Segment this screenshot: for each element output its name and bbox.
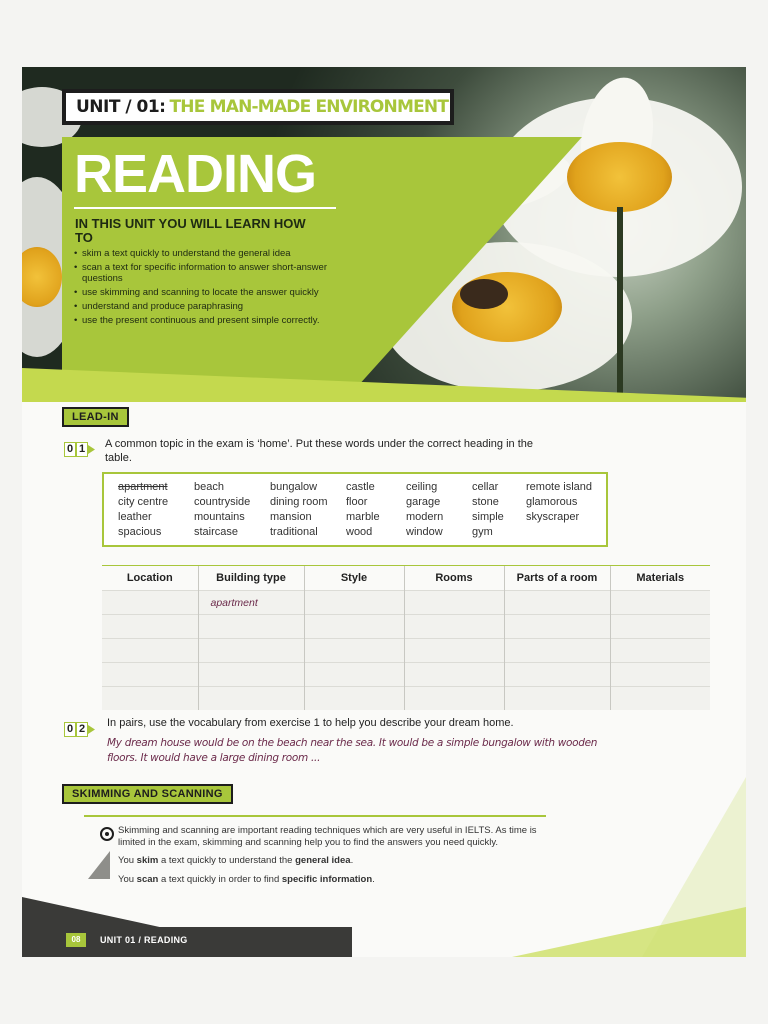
table-row [102, 663, 710, 687]
textbook-page [22, 67, 746, 957]
table-cell[interactable] [504, 639, 610, 663]
tip-text [118, 825, 538, 892]
table-cell[interactable] [102, 639, 198, 663]
table-cell[interactable] [610, 639, 710, 663]
learn-item: • use the present continuous and present simple correctly. [74, 316, 334, 327]
word: traditional [270, 526, 318, 538]
arrow-icon [88, 722, 95, 737]
column-header: Materials [610, 566, 710, 591]
word: castle [346, 481, 375, 493]
learn-item: • use skimming and scanning to locate the answer quickly [74, 288, 334, 299]
table-cell[interactable] [404, 591, 504, 615]
word: city centre [118, 496, 169, 508]
column-header: Location [102, 566, 198, 591]
column-header: Style [304, 566, 404, 591]
lead-in-label: LEAD-IN [62, 407, 129, 427]
scan-definition: You scan a text quickly in order to find specific information. [118, 873, 375, 885]
word: ceiling [406, 481, 438, 493]
table-cell[interactable] [610, 591, 710, 615]
word: staircase [194, 526, 239, 538]
table-cell[interactable]: apartment [198, 591, 304, 615]
table-cell[interactable] [102, 687, 198, 711]
title-rule [74, 207, 336, 209]
page-footer [22, 897, 746, 957]
tip-box [84, 815, 546, 899]
table-cell[interactable] [198, 615, 304, 639]
word: spacious [118, 526, 162, 538]
unit-title-box [62, 89, 454, 125]
table-cell[interactable] [102, 615, 198, 639]
column-header: Parts of a room [504, 566, 610, 591]
table-cell[interactable] [610, 663, 710, 687]
word: dining room [270, 496, 328, 508]
word: modern [406, 511, 444, 523]
table-cell[interactable] [304, 687, 404, 711]
word: beach [194, 481, 224, 493]
word: marble [346, 511, 380, 523]
table-cell[interactable] [610, 615, 710, 639]
hero-banner [22, 67, 746, 402]
table-cell[interactable] [610, 687, 710, 711]
exercise-1-number: 0 1 [64, 442, 95, 457]
handwritten-answer-line-1: My dream house would be on the beach near the sea. It would be a simple bungalow with wooden [107, 737, 598, 749]
page-number: 08 [66, 933, 86, 947]
word: countryside [194, 496, 251, 508]
table-cell[interactable] [102, 663, 198, 687]
table-row [102, 615, 710, 639]
unit-prefix: UNIT / 01: [76, 97, 166, 117]
learn-list [74, 249, 334, 330]
tip-paragraph: Skimming and scanning are important reading techniques which are very useful in IELTS. As time is limited in the exam, skimming and scanning help you to find the answers you need quickly. [118, 825, 537, 848]
table-cell[interactable] [504, 687, 610, 711]
word: wood [346, 526, 373, 538]
vocabulary-table [102, 565, 710, 710]
word: gym [472, 526, 493, 538]
table-cell[interactable] [304, 663, 404, 687]
table-cell[interactable] [404, 615, 504, 639]
word: cellar [472, 481, 499, 493]
skim-definition: You skim a text quickly to understand the general idea. [118, 855, 354, 866]
table-cell[interactable] [198, 687, 304, 711]
column-header: Rooms [404, 566, 504, 591]
word: window [406, 526, 443, 538]
target-icon [100, 827, 114, 841]
table-cell[interactable] [304, 591, 404, 615]
learn-item: • skim a text quickly to understand the general idea [74, 249, 334, 260]
table-cell[interactable] [404, 687, 504, 711]
word: bungalow [270, 481, 318, 493]
word-grid [118, 480, 606, 540]
table-cell[interactable] [198, 663, 304, 687]
table-cell[interactable] [198, 639, 304, 663]
table-cell[interactable] [504, 591, 610, 615]
word: floor [346, 496, 368, 508]
table-row [102, 591, 710, 615]
word: skyscraper [526, 511, 580, 523]
corner-triangle [88, 851, 110, 879]
word-box [102, 472, 608, 547]
word: mountains [194, 511, 245, 523]
table-cell[interactable] [504, 615, 610, 639]
table-row [102, 639, 710, 663]
exercise-1-instruction: A common topic in the exam is ‘home’. Put these words under the correct heading in the table. [105, 438, 534, 464]
table-cell[interactable] [102, 591, 198, 615]
arrow-icon [88, 442, 95, 457]
word: remote island [526, 481, 593, 493]
footer-label: UNIT 01 / READING [100, 935, 188, 945]
word: glamorous [526, 496, 578, 508]
learn-heading: IN THIS UNIT YOU WILL LEARN HOW TO [75, 216, 306, 245]
table-cell[interactable] [504, 663, 610, 687]
learn-item: • understand and produce paraphrasing [74, 302, 334, 313]
word: leather [118, 511, 152, 523]
table-cell[interactable] [304, 639, 404, 663]
section-title: READING [74, 144, 317, 204]
word: stone [472, 496, 499, 508]
word: simple [472, 511, 504, 523]
table-cell[interactable] [304, 615, 404, 639]
learn-item: • scan a text for specific information to answer short-answer questions [74, 263, 334, 284]
exercise-2-instruction: In pairs, use the vocabulary from exercise 1 to help you describe your dream home. [107, 717, 514, 729]
word: mansion [270, 511, 312, 523]
unit-title: THE MAN-MADE ENVIRONMENT [169, 97, 449, 117]
table-row [102, 687, 710, 711]
table-cell[interactable] [404, 639, 504, 663]
word: apartment [118, 481, 168, 493]
table-cell[interactable] [404, 663, 504, 687]
skimming-label: SKIMMING AND SCANNING [62, 784, 233, 804]
handwritten-answer-line-2: floors. It would have a large dining room ... [107, 752, 321, 764]
table-header-row [102, 566, 710, 591]
exercise-2-number: 0 2 [64, 722, 95, 737]
column-header: Building type [198, 566, 304, 591]
word: garage [406, 496, 441, 508]
